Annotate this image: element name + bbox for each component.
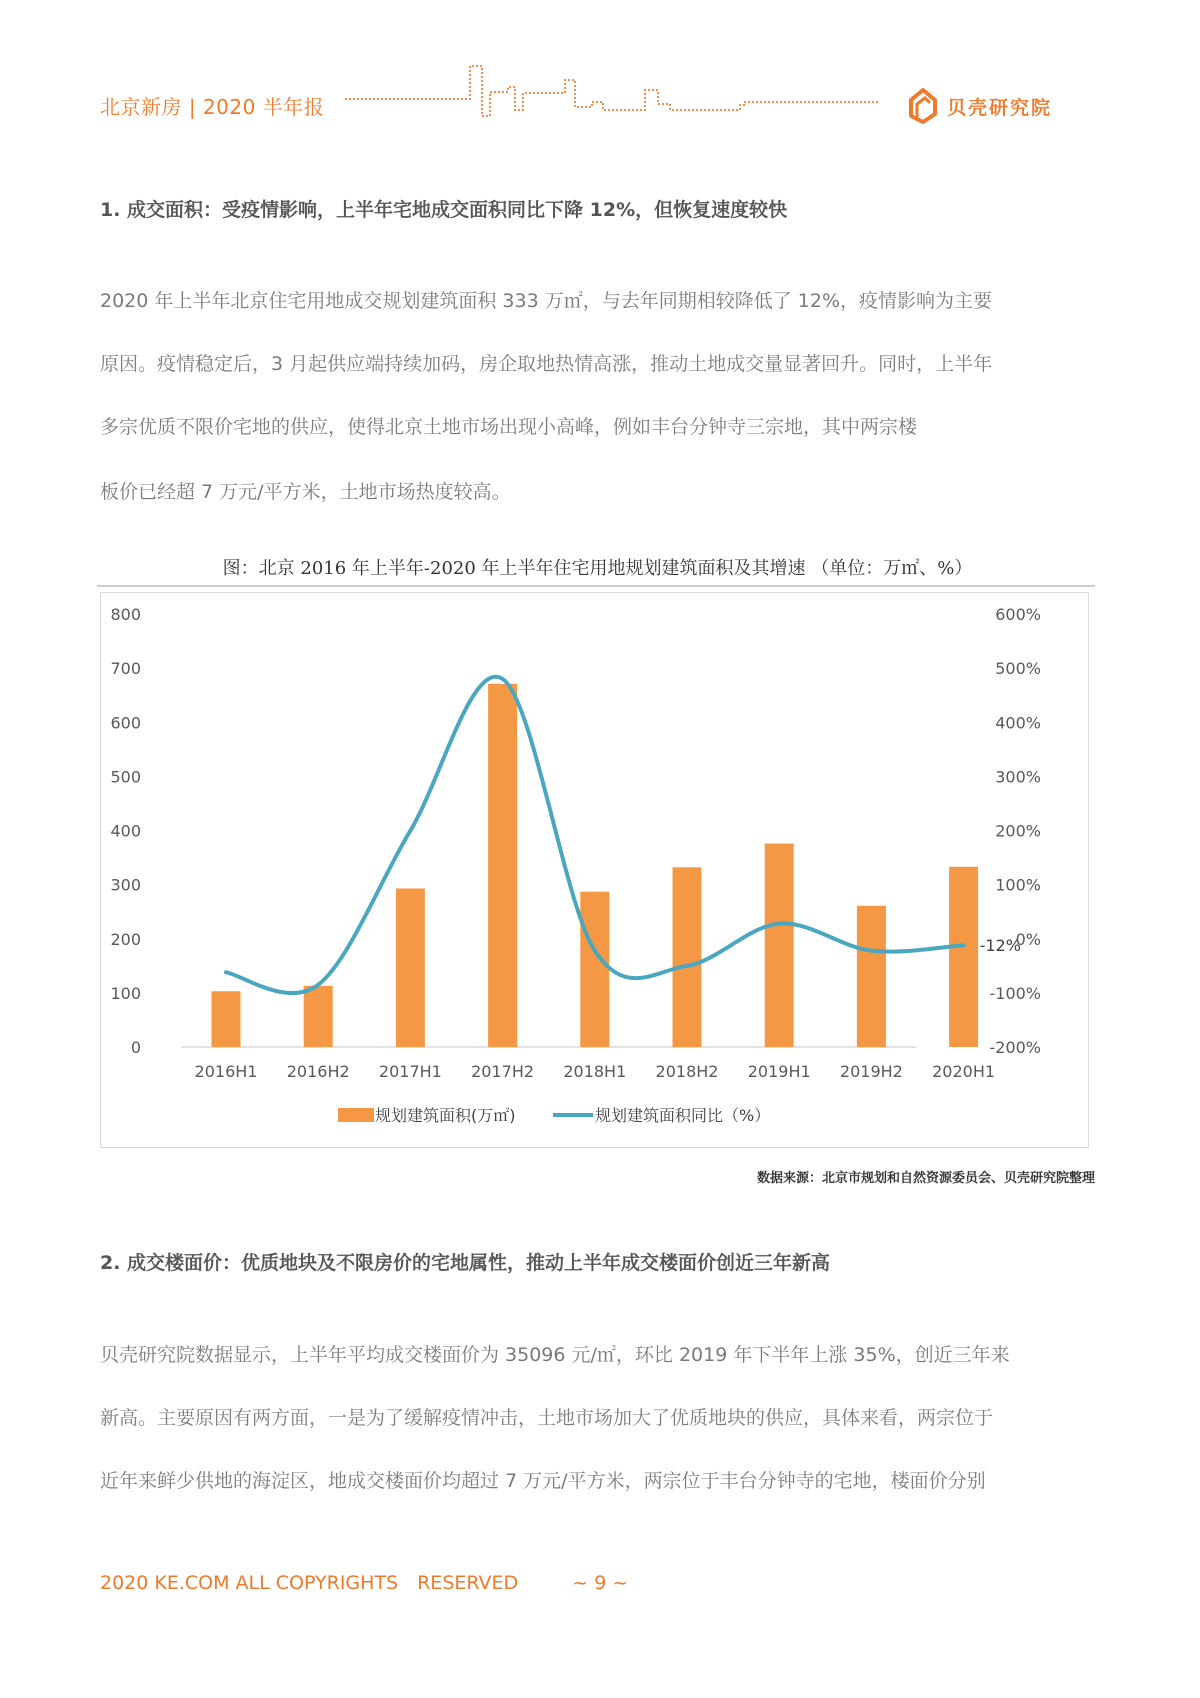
paragraph-line: 原因。疫情稳定后，3 月起供应端持续加码，房企取地热情高涨，推动土地成交量显著回升。同时，上半年 [100, 353, 993, 375]
bar [580, 892, 609, 1047]
bar [765, 843, 794, 1047]
x-tick-label: 2017H1 [378, 1062, 442, 1081]
caption-divider [97, 585, 1095, 587]
paragraph-line: 板价已经超 7 万元/平方米，土地市场热度较高。 [100, 481, 511, 503]
bar [212, 991, 241, 1047]
x-tick-label: 2018H2 [655, 1062, 719, 1081]
data-source-note: 数据来源：北京市规划和自然资源委员会、贝壳研究院整理 [756, 1171, 1095, 1186]
y-tick-label: 0 [130, 1038, 141, 1057]
bar [396, 888, 425, 1047]
y-tick-label: 400 [110, 821, 141, 841]
y-right-tick-label: 600% [995, 605, 1041, 624]
chart-container [100, 592, 1089, 1148]
brand-logo [905, 86, 1052, 126]
y-tick-label: 800 [110, 605, 141, 624]
bar [857, 906, 886, 1047]
line-value-label: -12% [979, 936, 1021, 956]
combo-chart [101, 593, 1088, 1147]
bar [673, 867, 702, 1047]
skyline-decoration-icon [340, 62, 900, 132]
figure-caption: 图：北京 2016 年上半年-2020 年上半年住宅用地规划建筑面积及其增速 （单位：万㎡、%） [222, 558, 973, 579]
y-tick-label: 300 [110, 875, 141, 895]
legend-bar-swatch [338, 1108, 374, 1122]
brand-name: 贝壳研究院 [947, 96, 1053, 119]
y-right-tick-label: 0% [1015, 929, 1041, 949]
beike-logo-icon [905, 86, 941, 126]
bar [304, 986, 333, 1047]
bar [488, 684, 517, 1047]
legend-label: 规划建筑面积(万㎡) [375, 1106, 516, 1125]
y-tick-label: 700 [110, 659, 141, 679]
paragraph-line: 新高。主要原因有两方面，一是为了缓解疫情冲击，土地市场加大了优质地块的供应，具体来看，两宗位于 [100, 1407, 994, 1429]
y-right-tick-label: 200% [995, 821, 1041, 841]
paragraph-line: 近年来鲜少供地的海淀区，地成交楼面价均超过 7 万元/平方米，两宗位于丰台分钟寺的宅地，楼面价分别 [100, 1470, 986, 1492]
x-tick-label: 2019H1 [747, 1062, 811, 1081]
bar-series [212, 684, 979, 1047]
section-2-heading: 2. 成交楼面价：优质地块及不限房价的宅地属性，推动上半年成交楼面价创近三年新高 [100, 1252, 831, 1274]
x-tick-label: 2016H1 [194, 1062, 258, 1081]
y-right-tick-label: -200% [989, 1038, 1041, 1057]
x-tick-label: 2018H1 [563, 1062, 627, 1081]
x-tick-label: 2019H2 [839, 1062, 903, 1081]
right-y-axis [989, 605, 1041, 1057]
paragraph-line: 多宗优质不限价宅地的供应，使得北京土地市场出现小高峰，例如丰台分钟寺三宗地，其中两宗楼 [100, 416, 918, 438]
y-tick-label: 600 [110, 713, 141, 733]
x-axis-labels [195, 1062, 996, 1081]
y-right-tick-label: -100% [989, 983, 1041, 1003]
y-tick-label: 100 [110, 983, 141, 1003]
y-right-tick-label: 400% [995, 713, 1041, 733]
y-right-tick-label: 100% [995, 875, 1041, 895]
y-tick-label: 500 [110, 767, 141, 787]
x-tick-label: 2017H2 [471, 1062, 535, 1081]
paragraph-line: 2020 年上半年北京住宅用地成交规划建筑面积 333 万㎡，与去年同期相较降低了 12%，疫情影响为主要 [100, 290, 993, 312]
chart-legend [338, 1106, 770, 1125]
page-number: ~ 9 ~ [572, 1572, 629, 1594]
paragraph-line: 贝壳研究院数据显示，上半年平均成交楼面价为 35096 元/㎡，环比 2019 年下半年上涨 35%，创近三年来 [100, 1344, 1010, 1366]
y-right-tick-label: 500% [995, 659, 1041, 679]
y-right-tick-label: 300% [995, 767, 1041, 787]
report-header-title: 北京新房 | 2020 半年报 [100, 95, 325, 119]
left-y-axis [110, 605, 141, 1057]
bar [949, 867, 978, 1047]
copyright-text: 2020 KE.COM ALL COPYRIGHTS RESERVED [100, 1572, 519, 1594]
data-label [980, 936, 1021, 955]
x-tick-label: 2016H2 [286, 1062, 350, 1081]
y-tick-label: 200 [110, 929, 141, 949]
x-tick-label: 2020H1 [932, 1062, 996, 1081]
legend-label: 规划建筑面积同比（%） [595, 1106, 771, 1125]
section-1-heading: 1. 成交面积：受疫情影响，上半年宅地成交面积同比下降 12%，但恢复速度较快 [100, 199, 788, 221]
page-footer [100, 1568, 628, 1595]
